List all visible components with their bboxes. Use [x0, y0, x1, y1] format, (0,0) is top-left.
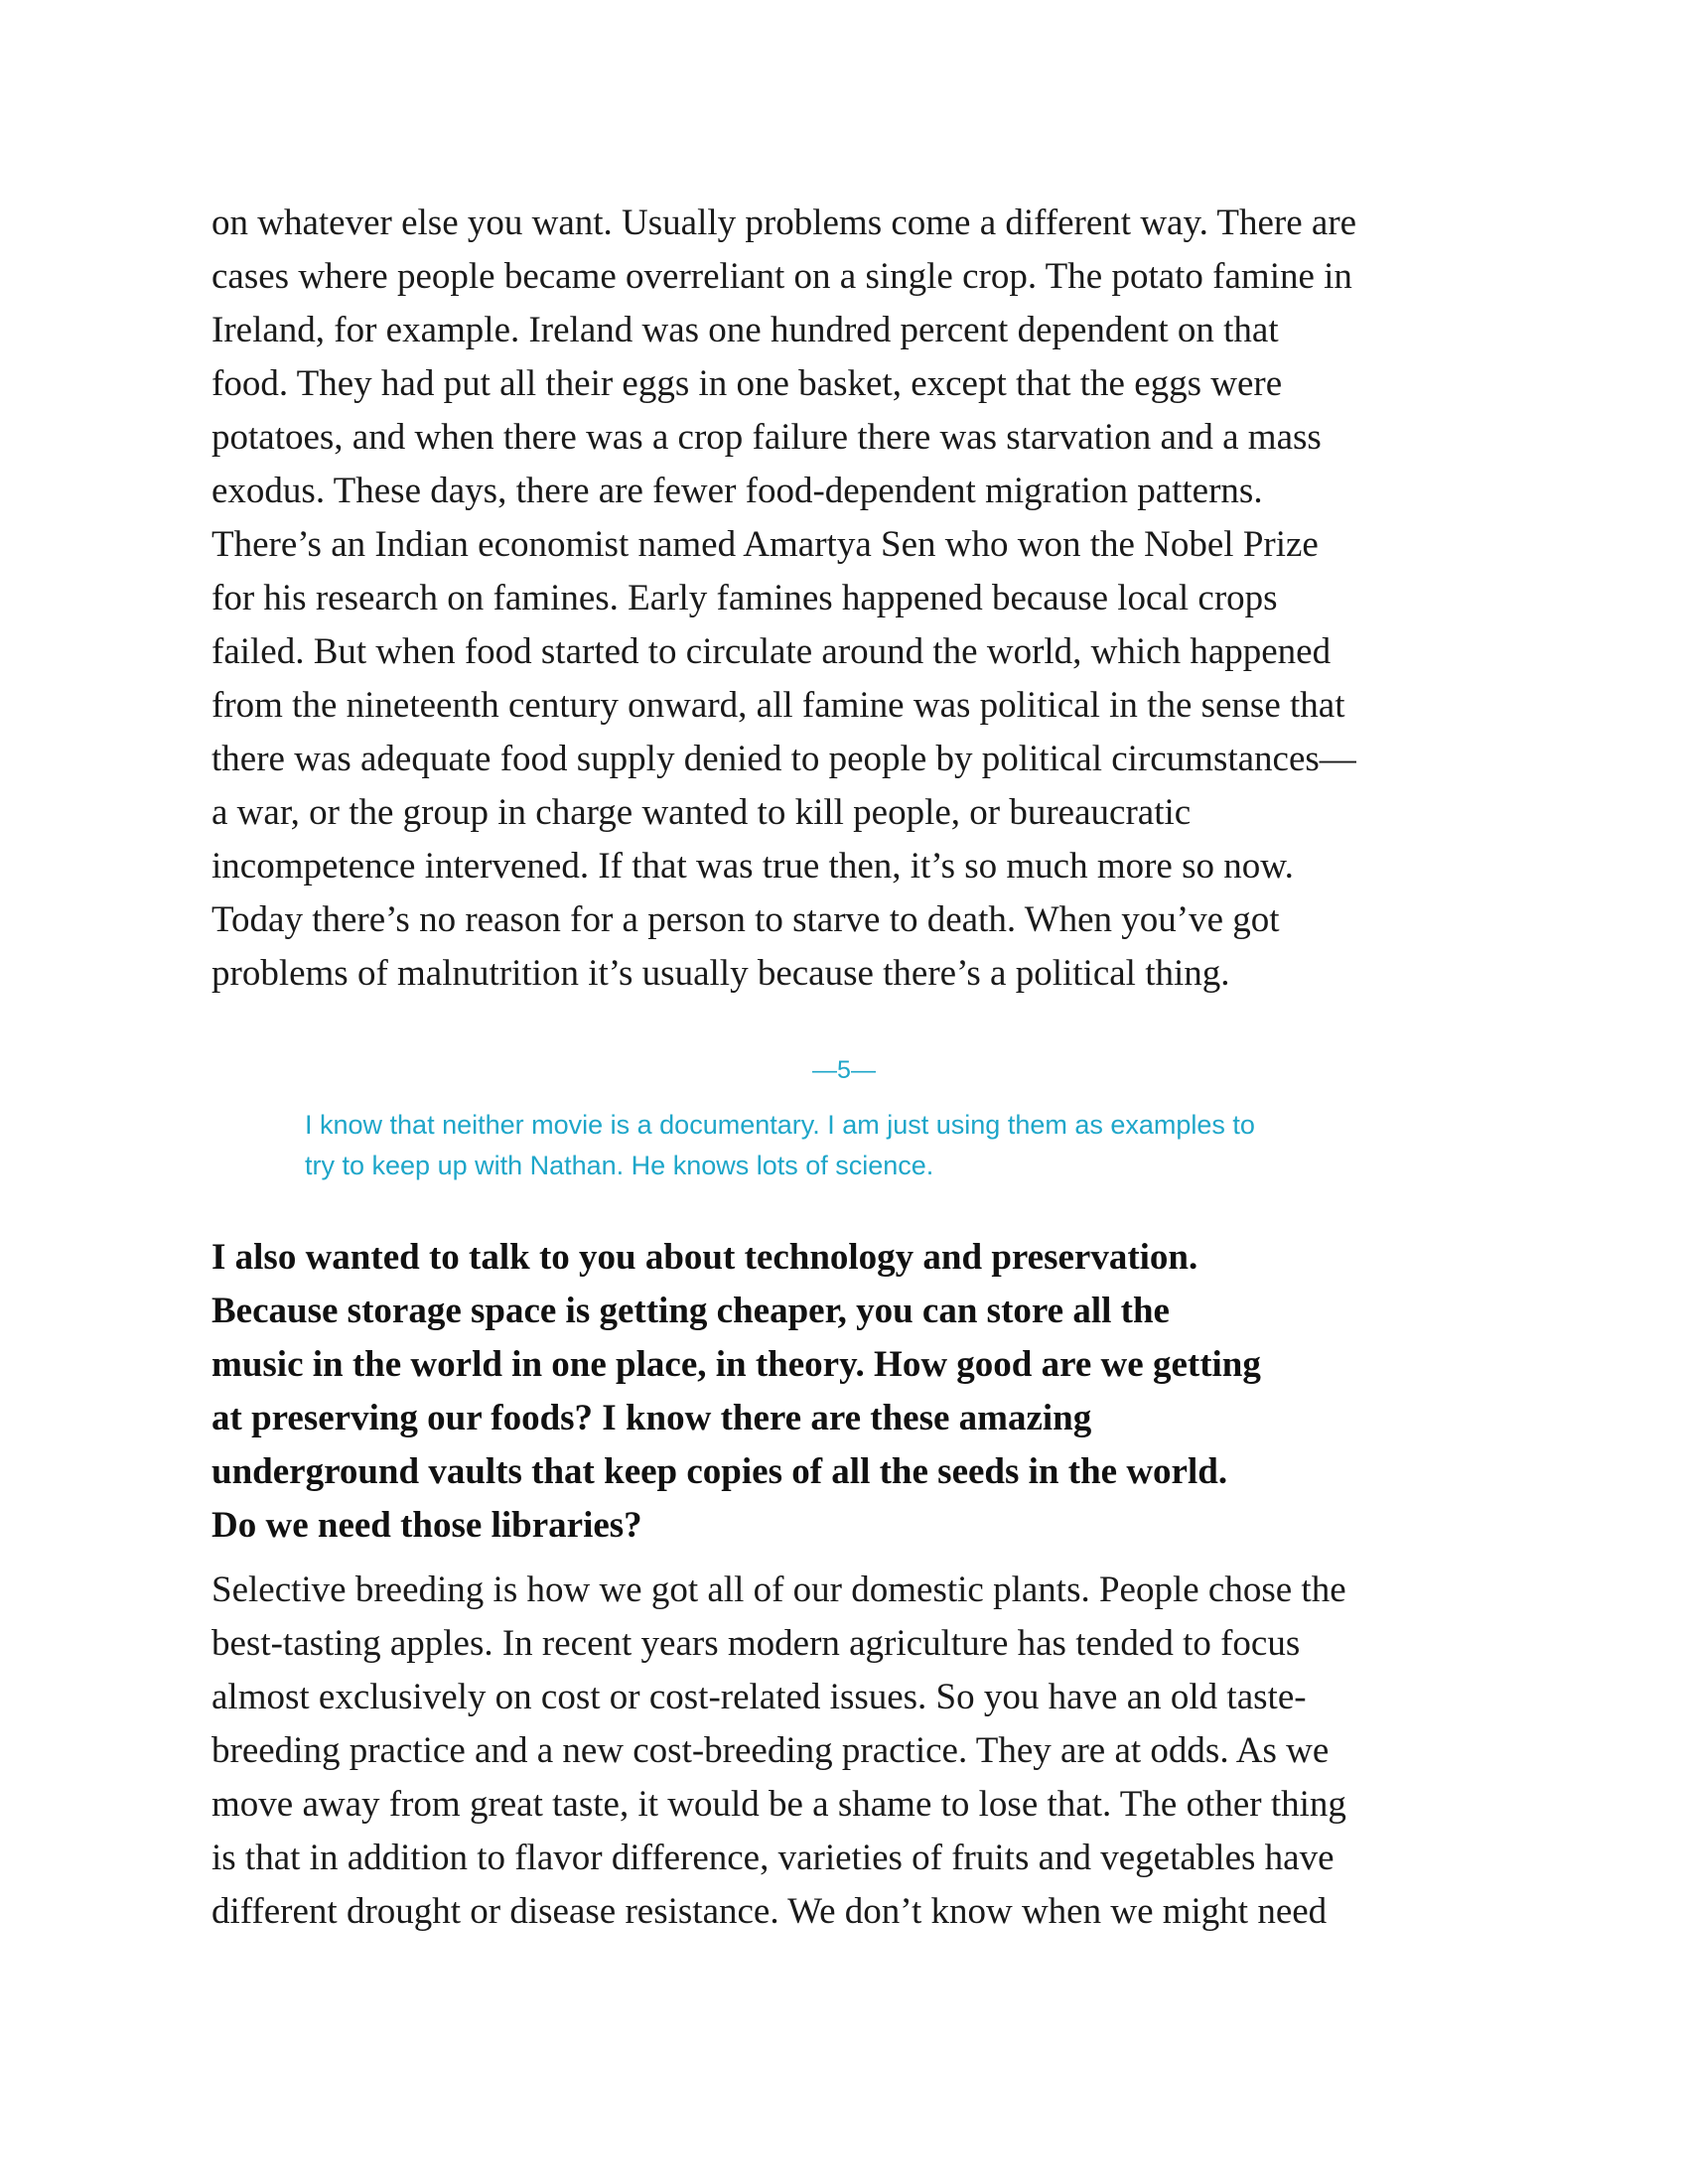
- text-line: there was adequate food supply denied to people by political circumstances—: [211, 739, 1356, 779]
- text-line: failed. But when food started to circulate around the world, which happened: [211, 631, 1332, 672]
- text-line: is that in addition to flavor difference, varieties of fruits and vegetables have: [211, 1838, 1335, 1878]
- text-line: problems of malnutrition it’s usually because there’s a political thing.: [211, 953, 1230, 994]
- footnote-text: [305, 1105, 1397, 1186]
- text-line: potatoes, and when there was a crop failure there was starvation and a mass: [211, 417, 1322, 458]
- text-line: Selective breeding is how we got all of our domestic plants. People chose the: [211, 1570, 1346, 1610]
- text-line: almost exclusively on cost or cost-related issues. So you have an old taste-: [211, 1677, 1307, 1717]
- body-paragraph: [211, 1564, 1492, 1939]
- text-line: cases where people became overreliant on a single crop. The potato famine in: [211, 256, 1352, 297]
- footnote-marker: —5—: [812, 1056, 876, 1084]
- text-line: for his research on famines. Early famines happened because local crops: [211, 578, 1278, 618]
- question-line: underground vaults that keep copies of all the seeds in the world.: [211, 1451, 1228, 1492]
- text-line: Today there’s no reason for a person to starve to death. When you’ve got: [211, 899, 1280, 940]
- question-line: at preserving our foods? I know there are these amazing: [211, 1398, 1092, 1438]
- question-line: Do we need those libraries?: [211, 1505, 642, 1546]
- footnote-line: I know that neither movie is a documentary. I am just using them as examples to: [305, 1110, 1255, 1140]
- text-line: move away from great taste, it would be a shame to lose that. The other thing: [211, 1784, 1346, 1825]
- text-line: exodus. These days, there are fewer food-dependent migration patterns.: [211, 471, 1263, 511]
- question-line: I also wanted to talk to you about technology and preservation.: [211, 1237, 1198, 1278]
- text-line: a war, or the group in charge wanted to kill people, or bureaucratic: [211, 792, 1192, 833]
- text-line: incompetence intervened. If that was true then, it’s so much more so now.: [211, 846, 1294, 887]
- text-line: food. They had put all their eggs in one basket, except that the eggs were: [211, 363, 1283, 404]
- question-line: Because storage space is getting cheaper, you can store all the: [211, 1291, 1170, 1331]
- text-line: Ireland, for example. Ireland was one hundred percent dependent on that: [211, 310, 1279, 350]
- footnote-line: try to keep up with Nathan. He knows lots of science.: [305, 1151, 934, 1180]
- text-line: from the nineteenth century onward, all famine was political in the sense that: [211, 685, 1345, 726]
- text-line: different drought or disease resistance. We don’t know when we might need: [211, 1891, 1328, 1932]
- text-line: There’s an Indian economist named Amartya Sen who won the Nobel Prize: [211, 524, 1319, 565]
- interview-question: [211, 1231, 1492, 1553]
- question-line: music in the world in one place, in theory. How good are we getting: [211, 1344, 1261, 1385]
- body-paragraph: [211, 197, 1492, 1001]
- text-line: breeding practice and a new cost-breeding practice. They are at odds. As we: [211, 1730, 1330, 1771]
- text-line: on whatever else you want. Usually problems come a different way. There are: [211, 203, 1357, 243]
- text-line: best-tasting apples. In recent years modern agriculture has tended to focus: [211, 1623, 1301, 1664]
